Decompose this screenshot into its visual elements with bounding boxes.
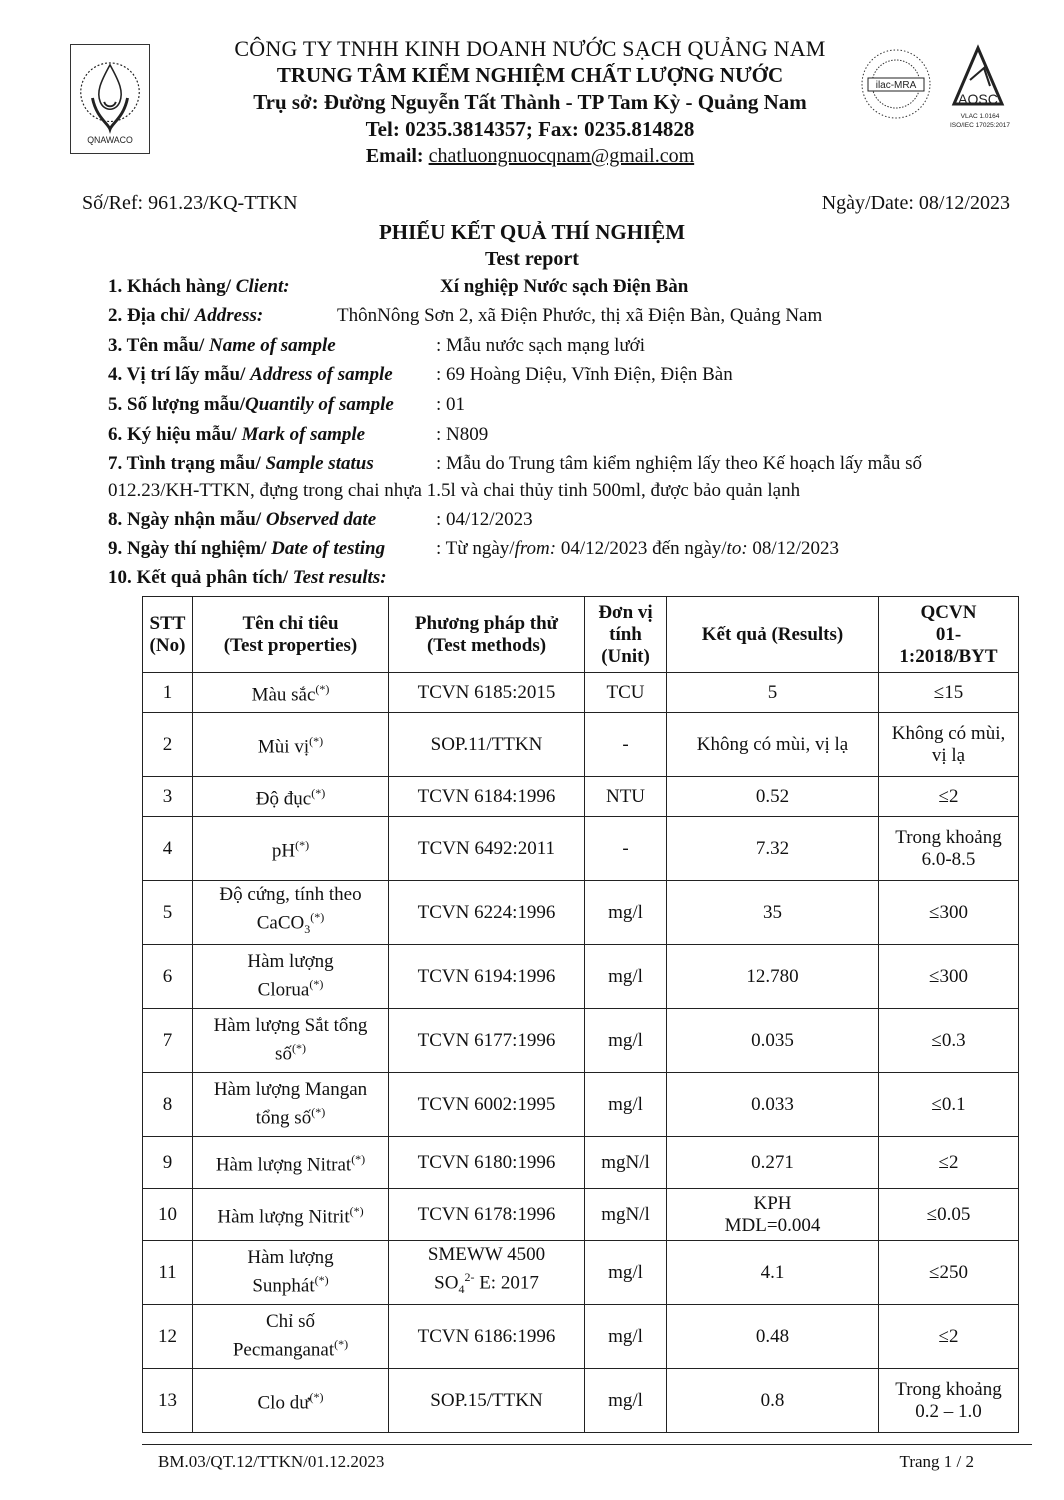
center-email-line <box>160 143 900 170</box>
testing-date-value: : Từ ngày/from: 04/12/2023 đến ngày/to: 08/12/2023 <box>436 538 839 559</box>
sample-status-value: : Mẫu do Trung tâm kiểm nghiệm lấy theo Kế hoạch lấy mẫu số <box>436 453 923 474</box>
sample-location-value: : 69 Hoàng Diệu, Vĩnh Điện, Điện Bàn <box>436 364 733 385</box>
sample-mark-value: : N809 <box>436 424 489 445</box>
aosc-text: AOSC <box>958 91 998 107</box>
info-sample-status <box>108 453 923 475</box>
table-row: 3 Độ đục(*) TCVN 6184:1996 NTU 0.52 ≤2 <box>143 777 1019 817</box>
info-sample-quantity <box>108 394 466 416</box>
sample-quantity-label: 5. Số lượng mẫu/Quantily of sample <box>108 394 394 415</box>
company-logo <box>70 44 150 154</box>
address-label: 2. Địa chỉ/ Address: <box>108 305 264 326</box>
testing-date-label: 9. Ngày thí nghiệm/ Date of testing <box>108 538 386 559</box>
vlac-text: VLAC 1.0164 <box>960 113 1000 120</box>
results-table <box>142 596 1019 1433</box>
sample-location-label: 4. Vị trí lấy mẫu/ Address of sample <box>108 364 393 385</box>
table-row: 5 Độ cứng, tính theo CaCO$_3$(*) TCVN 6224:1996 mg/l 35 ≤300 <box>143 881 1019 945</box>
report-subtitle: Test report <box>485 248 579 270</box>
client-label: 1. Khách hàng/ Client: <box>108 276 290 297</box>
table-row: 2 Mùi vị(*) SOP.11/TTKN - Không có mùi, vị lạ Không có mùi, vị lạ <box>143 713 1019 777</box>
letterhead <box>160 36 900 170</box>
center-name: TRUNG TÂM KIỂM NGHIỆM CHẤT LƯỢNG NƯỚC <box>276 63 784 87</box>
sample-name-label: 3. Tên mẫu/ Name of sample <box>108 335 336 356</box>
table-row: 13 Clo dư(*) SOP.15/TTKN mg/l 0.8 Trong khoảng 0.2 – 1.0 <box>143 1369 1019 1433</box>
table-header-row <box>143 597 1019 673</box>
client-value: Xí nghiệp Nước sạch Điện Bàn <box>440 276 689 297</box>
logo-left-text: QNAWACO <box>87 134 133 145</box>
info-address <box>108 305 823 327</box>
page-number: Trang 1 / 2 <box>899 1452 974 1471</box>
test-results-label: 10. Kết quả phân tích/ Test results: <box>108 567 387 588</box>
reference-number: Số/Ref: 961.23/KQ-TTKN <box>82 192 298 214</box>
sample-mark-label: 6. Ký hiệu mẫu/ Mark of sample <box>108 424 366 445</box>
company-name: CÔNG TY TNHH KINH DOANH NƯỚC SẠCH QUẢNG NAM <box>234 36 826 61</box>
center-address: Trụ sở: Đường Nguyễn Tất Thành - TP Tam Kỳ - Quảng Nam <box>253 90 807 114</box>
info-observed-date <box>108 509 533 531</box>
info-sample-location <box>108 364 733 386</box>
footer-divider <box>142 1444 1032 1445</box>
report-title: PHIẾU KẾT QUẢ THÍ NGHIỆM <box>378 220 686 244</box>
table-row: 9 Hàm lượng Nitrat(*) TCVN 6180:1996 mgN/l 0.271 ≤2 <box>143 1137 1019 1189</box>
report-date: Ngày/Date: 08/12/2023 <box>821 192 1010 214</box>
sample-status-continuation: 012.23/KH-TTKN, đựng trong chai nhựa 1.5l và chai thủy tinh 500ml, được bảo quản lạnh <box>108 480 801 501</box>
ilac-text: ilac-MRA <box>875 80 917 91</box>
col-header-limit: QCVN 01- 1:2018/BYT <box>879 597 1019 673</box>
info-test-results <box>108 567 387 589</box>
info-sample-mark <box>108 424 489 446</box>
table-row: 8 Hàm lượng Mangan tổng số(*) TCVN 6002:1995 mg/l 0.033 ≤0.1 <box>143 1073 1019 1137</box>
form-code: BM.03/QT.12/TTKN/01.12.2023 <box>158 1452 385 1471</box>
info-client <box>108 276 689 298</box>
table-row: 4 pH(*) TCVN 6492:2011 - 7.32 Trong khoảng 6.0-8.5 <box>143 817 1019 881</box>
iso-text: ISO/IEC 17025:2017 <box>950 122 1010 129</box>
table-row: 1 Màu sắc(*) TCVN 6185:2015 TCU 5 ≤15 <box>143 673 1019 713</box>
col-header-properties: Tên chỉ tiêu (Test properties) <box>193 597 389 673</box>
info-testing-date <box>108 538 839 560</box>
sample-status-label: 7. Tình trạng mẫu/ Sample status <box>108 453 374 474</box>
accreditation-logos <box>858 42 1028 134</box>
sample-name-value: : Mẫu nước sạch mạng lưới <box>436 335 646 356</box>
center-phone: Tel: 0235.3814357; Fax: 0235.814828 <box>365 117 695 141</box>
observed-date-label: 8. Ngày nhận mẫu/ Observed date <box>108 509 377 530</box>
table-row: 7 Hàm lượng Sắt tổng số(*) TCVN 6177:1996 mg/l 0.035 ≤0.3 <box>143 1009 1019 1073</box>
table-row: 12 Chỉ số Pecmanganat(*) TCVN 6186:1996 mg/l 0.48 ≤2 <box>143 1305 1019 1369</box>
col-header-methods: Phương pháp thử (Test methods) <box>389 597 585 673</box>
email-label: Email: <box>365 145 429 167</box>
address-value: ThônNông Sơn 2, xã Điện Phước, thị xã Điện Bàn, Quảng Nam <box>337 305 823 326</box>
table-row: 10 Hàm lượng Nitrit(*) TCVN 6178:1996 mgN/l KPH MDL=0.004 ≤0.05 <box>143 1189 1019 1241</box>
col-header-no: STT (No) <box>143 597 193 673</box>
sample-quantity-value: : 01 <box>436 394 466 415</box>
col-header-unit: Đơn vị tính (Unit) <box>585 597 667 673</box>
email-link[interactable]: chatluongnuocqnam@gmail.com <box>428 145 695 167</box>
observed-date-value: : 04/12/2023 <box>436 509 533 530</box>
table-row: 11 Hàm lượng Sunphát(*) SMEWW 4500 $SO_4^{2-}$ E: 2017 mg/l 4.1 ≤250 <box>143 1241 1019 1305</box>
col-header-results: Kết quả (Results) <box>667 597 879 673</box>
info-sample-name <box>108 335 646 357</box>
table-row: 6 Hàm lượng Clorua(*) TCVN 6194:1996 mg/l 12.780 ≤300 <box>143 945 1019 1009</box>
